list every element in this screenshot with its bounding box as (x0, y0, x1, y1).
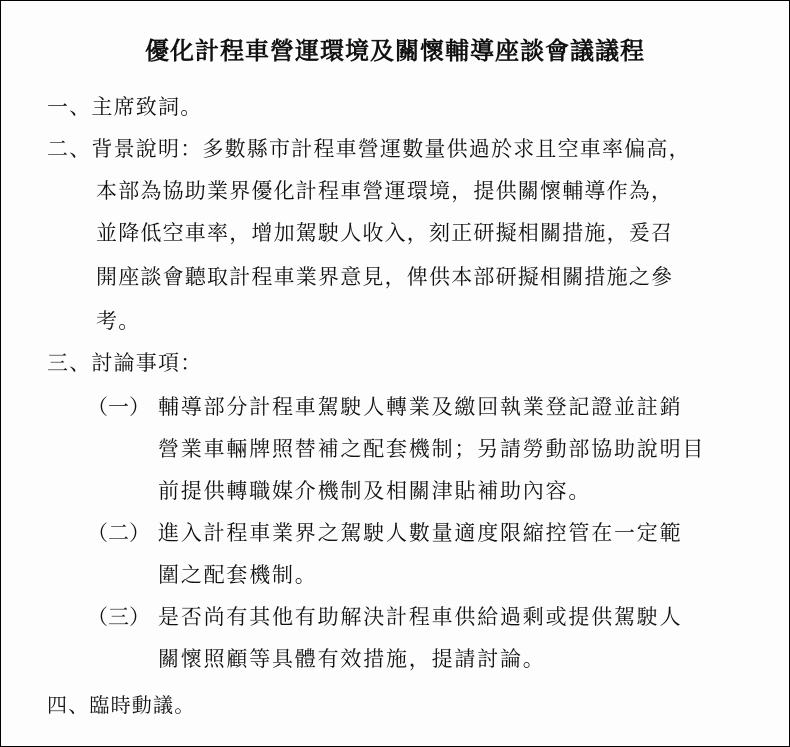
discussion-sub1-line-3: 前提供轉職媒介機制及相關津貼補助內容。 (158, 479, 592, 503)
item-background-line-5: 考。 (96, 309, 141, 333)
discussion-sub3-line-1: 是否尚有其他有助解決計程車供給過剩或提供駕駛人 (158, 605, 683, 629)
discussion-sub3-line-2: 關懷照顧等具體有效措施，提請討論。 (158, 647, 546, 671)
item-extempore-motion: 四、臨時動議。 (47, 693, 196, 717)
item-discussion-heading: 三、討論事項： (47, 351, 203, 375)
item-background-line-4: 開座談會聽取計程車業界意見，俾供本部研擬相關措施之參 (96, 265, 674, 289)
discussion-sub3-label: （三） (87, 605, 150, 629)
discussion-sub1-label: （一） (87, 395, 150, 419)
discussion-sub2-label: （二） (87, 521, 150, 545)
item-chairman-remarks: 一、主席致詞。 (47, 95, 203, 119)
discussion-sub2-line-2: 圍之配套機制。 (158, 563, 318, 587)
item-background-line-2: 本部為協助業界優化計程車營運環境，提供關懷輔導作為， (96, 179, 674, 203)
item-background-line-3: 並降低空車率，增加駕駛人收入，刻正研擬相關措施，爰召 (96, 221, 674, 245)
discussion-sub1-line-1: 輔導部分計程車駕駛人轉業及繳回執業登記證並註銷 (158, 395, 683, 419)
page-title: 優化計程車營運環境及關懷輔導座談會議議程 (145, 36, 645, 65)
item-background-line-1: 二、背景說明：多數縣市計程車營運數量供過於求且空車率偏高， (47, 137, 691, 161)
discussion-sub1-line-2: 營業車輛牌照替補之配套機制；另請勞動部協助說明目 (158, 437, 706, 461)
discussion-sub2-line-1: 進入計程車業界之駕駛人數量適度限縮控管在一定範 (158, 521, 683, 545)
